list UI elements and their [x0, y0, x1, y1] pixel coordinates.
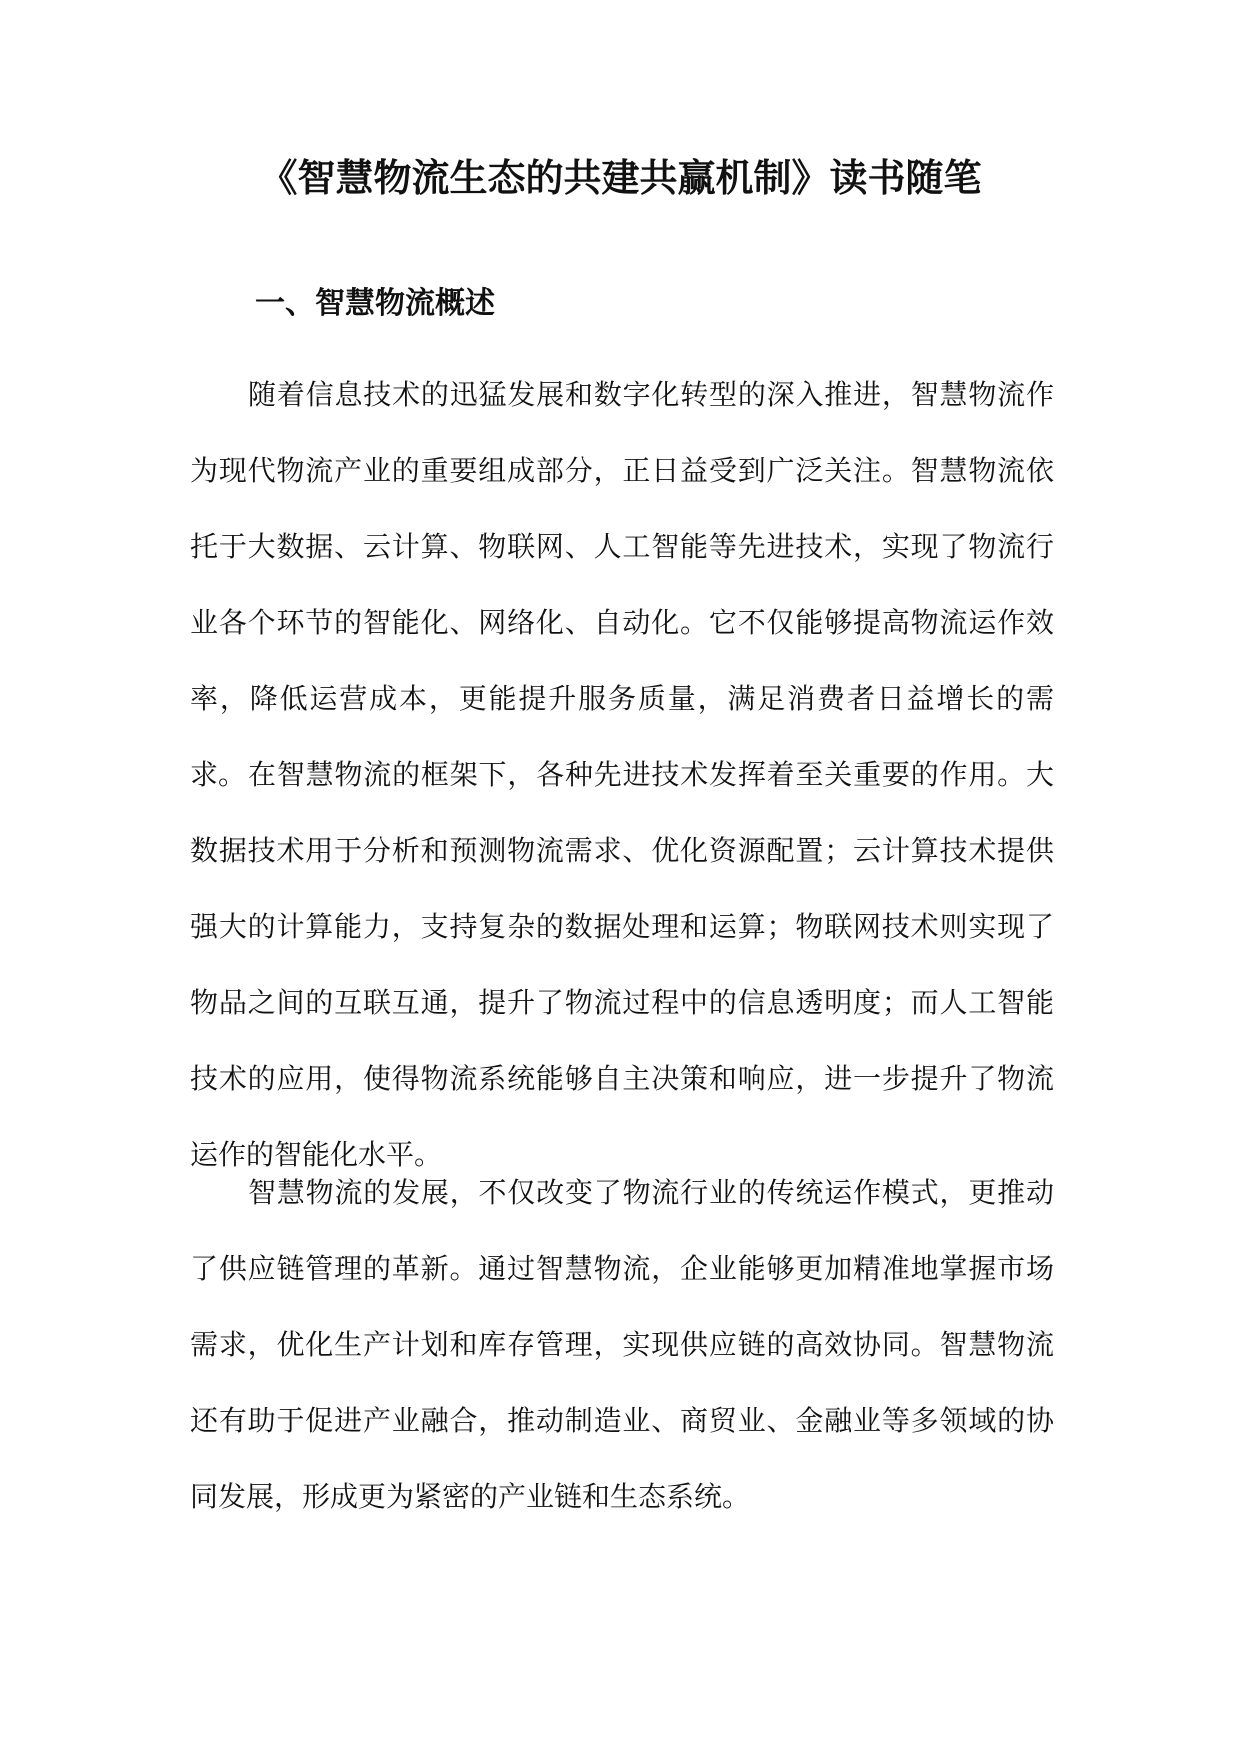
- document-title: 《智慧物流生态的共建共赢机制》读书随笔: [259, 155, 982, 200]
- section-heading: 一、智慧物流概述: [255, 286, 495, 321]
- paragraph: 智慧物流的发展，不仅改变了物流行业的传统运作模式，更推动了供应链管理的革新。通过智慧物流，企业能够更加精准地掌握市场需求，优化生产计划和库存管理，实现供应链的高效协同。智慧物流还有助于促进产业融合，推动制造业、商贸业、金融业等多领域的协同发展，形成更为紧密的产业链和生态系统。: [190, 1176, 1054, 1513]
- paragraph: 随着信息技术的迅猛发展和数字化转型的深入推进，智慧物流作为现代物流产业的重要组成部分，正日益受到广泛关注。智慧物流依托于大数据、云计算、物联网、人工智能等先进技术，实现了物流行业各个环节的智能化、网络化、自动化。它不仅能够提高物流运作效率，降低运营成本，更能提升服务质量，满足消费者日益增长的需求。: [190, 378, 1054, 791]
- paragraph: 在智慧物流的框架下，各种先进技术发挥着至关重要的作用。大数据技术用于分析和预测物流需求、优化资源配置；云计算技术提供强大的计算能力，支持复杂的数据处理和运算；物联网技术则实现了物品之间的互联互通，提升了物流过程中的信息透明度；而人工智能技术的应用，使得物流系统能够自主决策和响应，进一步提升了物流运作的智能化水平。: [190, 758, 1054, 1171]
